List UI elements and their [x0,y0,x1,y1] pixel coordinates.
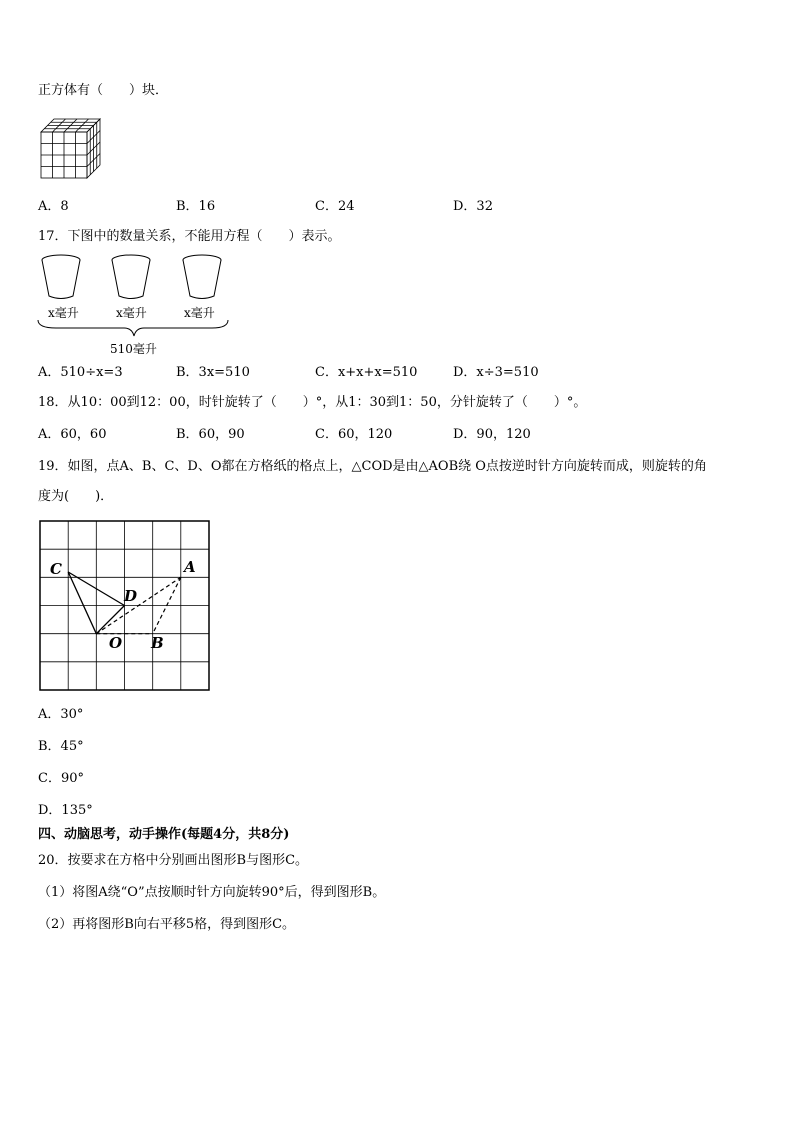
q19-option-a[interactable]: A．30° [38,707,84,722]
cups-figure [36,252,236,336]
cup-label-2: x毫升 [116,306,147,320]
q20-step1: （1）将图A绕“O”点按顺时针方向旋转90°后，得到图形B。 [38,885,386,900]
q16-stem: 正方体有（ ）块． [38,83,169,98]
section-heading: 四、动脑思考，动手操作(每题4分，共8分) [38,827,290,842]
q19-stem-line1: 19．如图，点A、B、C、D、O都在方格纸的格点上，△COD是由△AOB绕 O点按逆时针方向旋转而成，则旋转的角 [38,459,707,474]
point-c-label: C [50,560,62,578]
q17-options [38,364,758,382]
q18-option-a[interactable]: A．60，60 [38,427,107,442]
q20-stem: 20．按要求在方格中分别画出图形B与图形C。 [38,853,309,868]
brace-icon [38,320,228,336]
q17-option-b[interactable]: B．3x=510 [176,365,250,380]
q16-options [38,198,758,216]
q18-option-c[interactable]: C．60，120 [315,427,393,442]
cup-label-3: x毫升 [184,306,215,320]
q16-option-c[interactable]: C．24 [315,199,355,214]
segment-co [68,572,96,634]
q16-option-a[interactable]: A．8 [38,199,69,214]
cube-figure [40,118,104,180]
q16-option-b[interactable]: B．16 [176,199,216,214]
total-label: 510毫升 [110,342,157,356]
q19-option-c[interactable]: C．90° [38,771,84,786]
q17-option-d[interactable]: D．x÷3=510 [453,365,539,380]
point-b-label: B [151,634,164,652]
q18-option-d[interactable]: D．90，120 [453,427,531,442]
cup-label-1: x毫升 [48,306,79,320]
q19-option-b[interactable]: B．45° [38,739,84,754]
q19-option-d[interactable]: D．135° [38,803,93,818]
q17-stem: 17．下图中的数量关系，不能用方程（ ）表示。 [38,229,341,244]
point-o-label: O [109,634,123,652]
point-a-label: A [184,558,196,576]
grid-figure [39,520,211,692]
q18-options [38,426,758,444]
q19-stem-line2: 度为( )． [38,489,114,504]
q18-stem: 18．从10：00到12：00，时针旋转了（ ）°，从1：30到1：50，分针旋转了（ ）°。 [38,395,587,410]
point-d-label: D [124,587,138,605]
q17-option-c[interactable]: C．x+x+x=510 [315,365,418,380]
q17-option-a[interactable]: A．510÷x=3 [38,365,123,380]
q18-option-b[interactable]: B．60，90 [176,427,245,442]
q20-step2: （2）再将图形B向右平移5格，得到图形C。 [38,917,296,932]
segment-do [96,606,124,634]
q16-option-d[interactable]: D．32 [453,199,493,214]
